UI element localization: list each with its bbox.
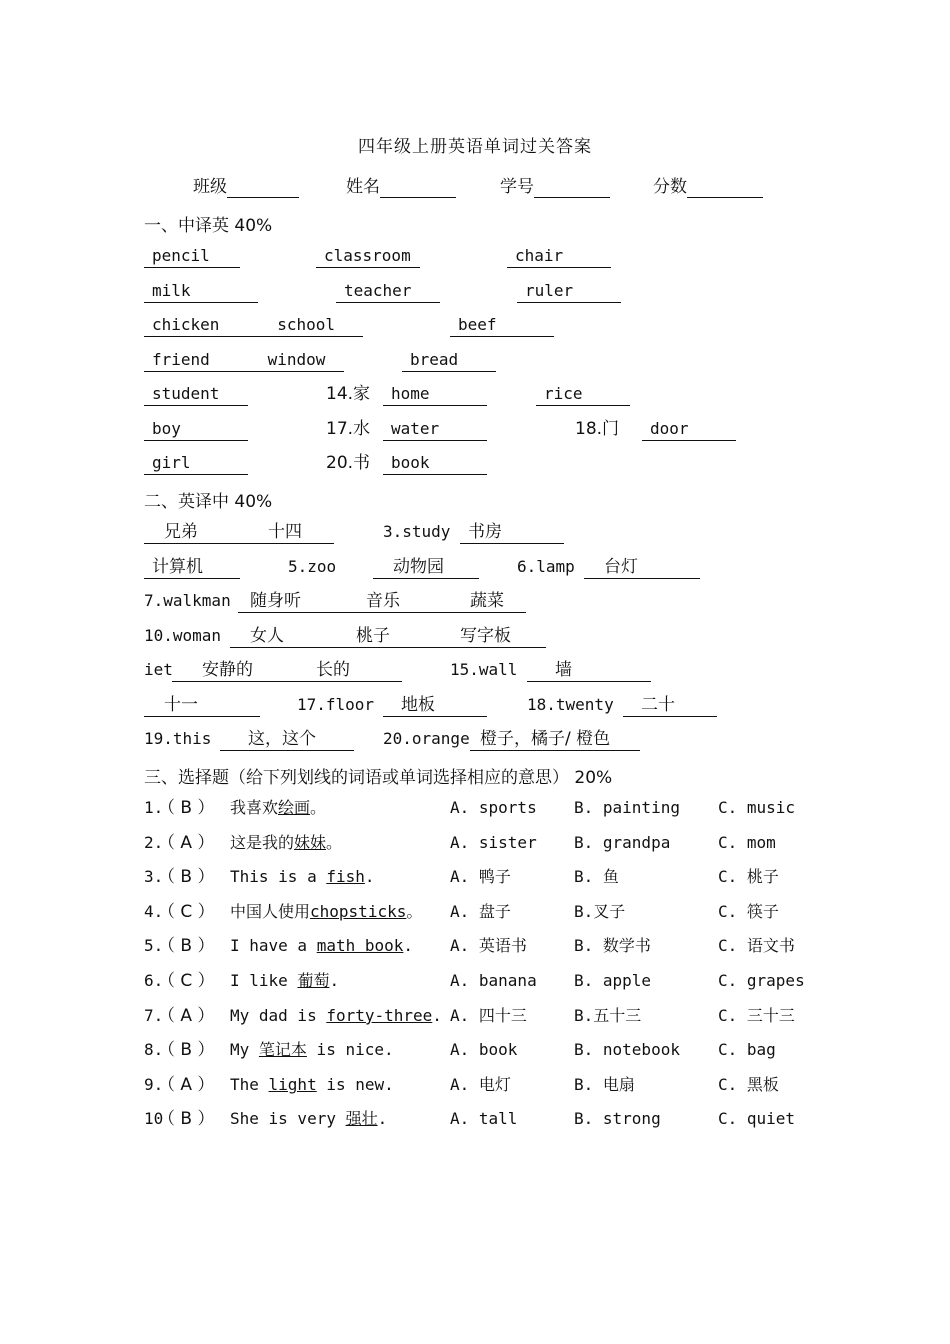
question-text-post: is new. (316, 1075, 394, 1094)
option-c: C. music (718, 798, 796, 817)
answer-choice: （ A ） (158, 833, 215, 853)
underlined-word: 笔记本 (258, 1040, 307, 1059)
answer-19: 这，这个 (220, 728, 354, 751)
question-text (230, 1074, 394, 1096)
option-c: C. 桃子 (718, 867, 779, 886)
q17-floor-label: 17.floor (297, 695, 375, 714)
answer-beef: beef (450, 314, 554, 337)
answer-book: book (383, 452, 487, 475)
option-a: A. sports (450, 798, 537, 817)
option-b: B. grandpa (574, 833, 671, 852)
class-field[interactable] (227, 177, 299, 198)
answer-16: 十一 (144, 694, 260, 717)
answer-girl: girl (144, 452, 248, 475)
q20-label: 20.书 (326, 453, 371, 473)
answer-17: 地板 (383, 694, 487, 717)
option-b: B. 数学书 (574, 936, 651, 955)
option-c: C. bag (718, 1040, 776, 1059)
q18-label: 18.门 (575, 419, 620, 439)
question-text-pre: 我喜欢 (230, 798, 279, 817)
option-b: B. 电扇 (574, 1075, 635, 1094)
q-iet-label: iet (144, 660, 173, 679)
section2-heading: 二、英译中 40% (144, 492, 273, 512)
question-text (230, 866, 375, 888)
answers-1-2: 兄弟 十四 (144, 521, 334, 544)
answer-choice: （ A ） (158, 1075, 215, 1095)
question-text (230, 832, 342, 854)
option-c: C. mom (718, 833, 776, 852)
q15-label: 15.wall (450, 660, 518, 679)
answer-choice: （ A ） (158, 1006, 215, 1026)
question-number: 9. (144, 1075, 164, 1094)
question-text-post: . (329, 971, 340, 990)
answer-18: 二十 (623, 694, 717, 717)
question-number: 4. (144, 902, 164, 921)
question-text-pre: I have a (230, 936, 317, 955)
question-text (230, 1039, 394, 1061)
question-text-post: is nice. (306, 1040, 394, 1059)
question-text-pre: My (230, 1040, 259, 1059)
option-b: B. 鱼 (574, 867, 619, 886)
option-c: C. 筷子 (718, 902, 779, 921)
answers-7-9: 随身听 音乐 蔬菜 (238, 590, 526, 613)
option-b: B.叉子 (574, 902, 626, 921)
q18-twenty-label: 18.twenty (527, 695, 614, 714)
name-field[interactable] (380, 177, 456, 198)
option-a: A. 盘子 (450, 902, 511, 921)
answer-choice: （ B ） (158, 867, 215, 887)
answer-3: 书房 (460, 521, 564, 544)
q14-label: 14.家 (326, 384, 371, 404)
answer-rice: rice (536, 383, 630, 406)
answer-chair: chair (507, 245, 611, 268)
underlined-word: forty-three (326, 1006, 433, 1025)
answer-chicken-school: chicken school (144, 314, 363, 337)
question-text-post: . (364, 867, 375, 886)
answer-ruler: ruler (517, 280, 621, 303)
question-text-post: 。 (326, 833, 343, 852)
question-text-pre: 中国人使用 (230, 902, 311, 921)
option-c: C. quiet (718, 1109, 796, 1128)
option-c: C. 语文书 (718, 936, 795, 955)
answers-13-14: 安静的 长的 (172, 659, 402, 682)
page-title: 四年级上册英语单词过关答案 (358, 137, 592, 157)
q20-label: 20.orange (383, 729, 470, 748)
score-label: 分数 (653, 176, 763, 198)
question-text (230, 1108, 387, 1130)
question-number: 7. (144, 1006, 164, 1025)
answer-milk: milk (144, 280, 258, 303)
question-number: 8. (144, 1040, 164, 1059)
class-label: 班级 (193, 176, 299, 198)
question-text-post: 。 (406, 902, 423, 921)
answer-choice: （ C ） (158, 902, 215, 922)
student-number-label: 学号 (500, 176, 610, 198)
question-text (230, 797, 326, 819)
student-number-field[interactable] (534, 177, 610, 198)
question-number: 10 (144, 1109, 164, 1128)
answer-boy: boy (144, 418, 248, 441)
q17-label: 17.水 (326, 419, 371, 439)
q19-label: 19.this (144, 729, 212, 748)
underlined-word: chopsticks (310, 902, 407, 921)
question-text-pre: 这是我的 (230, 833, 295, 852)
answer-student: student (144, 383, 248, 406)
student-info-row (0, 176, 950, 202)
underlined-word: 妹妹 (294, 833, 327, 852)
question-text-pre: The (230, 1075, 269, 1094)
underlined-word: math book (316, 936, 404, 955)
option-a: A. book (450, 1040, 518, 1059)
question-text-post: . (432, 1006, 442, 1025)
question-number: 2. (144, 833, 164, 852)
answer-5: 动物园 (373, 556, 479, 579)
underlined-word: 绘画 (278, 798, 311, 817)
q10-label: 10.woman (144, 626, 222, 645)
section3-heading: 三、选择题（给下列划线的词语或单词选择相应的意思） 20% (144, 768, 613, 788)
question-number: 1. (144, 798, 164, 817)
question-number: 5. (144, 936, 164, 955)
question-text-post: . (403, 936, 414, 955)
underlined-word: light (268, 1075, 317, 1094)
option-c: C. 三十三 (718, 1006, 795, 1025)
question-text-pre: My dad is (230, 1006, 327, 1025)
answer-home: home (383, 383, 487, 406)
option-c: C. grapes (718, 971, 805, 990)
option-a: A. banana (450, 971, 537, 990)
answer-6: 台灯 (584, 556, 700, 579)
question-text-pre: She is very (230, 1109, 346, 1128)
answer-choice: （ B ） (158, 936, 215, 956)
option-b: B.五十三 (574, 1006, 642, 1025)
question-text-pre: I like (230, 971, 298, 990)
option-a: A. 鸭子 (450, 867, 511, 886)
option-b: B. strong (574, 1109, 661, 1128)
option-a: A. tall (450, 1109, 518, 1128)
answer-4: 计算机 (144, 556, 240, 579)
option-a: A. 四十三 (450, 1006, 527, 1025)
answer-15: 墙 (527, 659, 651, 682)
question-number: 3. (144, 867, 164, 886)
name-label: 姓名 (346, 176, 456, 198)
answer-friend-window: friend window (144, 349, 344, 372)
question-text (230, 1005, 442, 1027)
option-a: A. 电灯 (450, 1075, 511, 1094)
answer-choice: （ C ） (158, 971, 215, 991)
option-c: C. 黑板 (718, 1075, 779, 1094)
question-text-post: . (377, 1109, 388, 1128)
question-number: 6. (144, 971, 164, 990)
score-field[interactable] (687, 177, 763, 198)
question-text-pre: This is a (230, 867, 327, 886)
answer-pencil: pencil (144, 245, 240, 268)
answers-10-12: 女人 桃子 写字板 (230, 625, 546, 648)
answer-choice: （ B ） (158, 1109, 215, 1129)
question-text (230, 935, 413, 957)
option-b: B. painting (574, 798, 680, 817)
option-a: A. 英语书 (450, 936, 527, 955)
section1-heading: 一、中译英 40% (144, 216, 273, 236)
question-text (230, 970, 339, 992)
answer-choice: （ B ） (158, 1040, 215, 1060)
option-b: B. notebook (574, 1040, 680, 1059)
q6-label: 6.lamp (517, 557, 575, 576)
answer-20: 橙子，橘子/ 橙色 (470, 728, 640, 751)
option-b: B. apple (574, 971, 652, 990)
underlined-word: 葡萄 (297, 971, 330, 990)
q7-label: 7.walkman (144, 591, 231, 610)
answer-choice: （ B ） (158, 798, 215, 818)
q5-label: 5.zoo (288, 557, 337, 576)
underlined-word: 强壮 (345, 1109, 378, 1128)
answer-door: door (642, 418, 736, 441)
question-text-post: 。 (310, 798, 327, 817)
answer-teacher: teacher (336, 280, 440, 303)
answer-classroom: classroom (316, 245, 420, 268)
underlined-word: fish (326, 867, 365, 886)
answer-bread: bread (402, 349, 496, 372)
q3-label: 3.study (383, 522, 451, 541)
question-text (230, 901, 422, 923)
option-a: A. sister (450, 833, 537, 852)
answer-water: water (383, 418, 487, 441)
